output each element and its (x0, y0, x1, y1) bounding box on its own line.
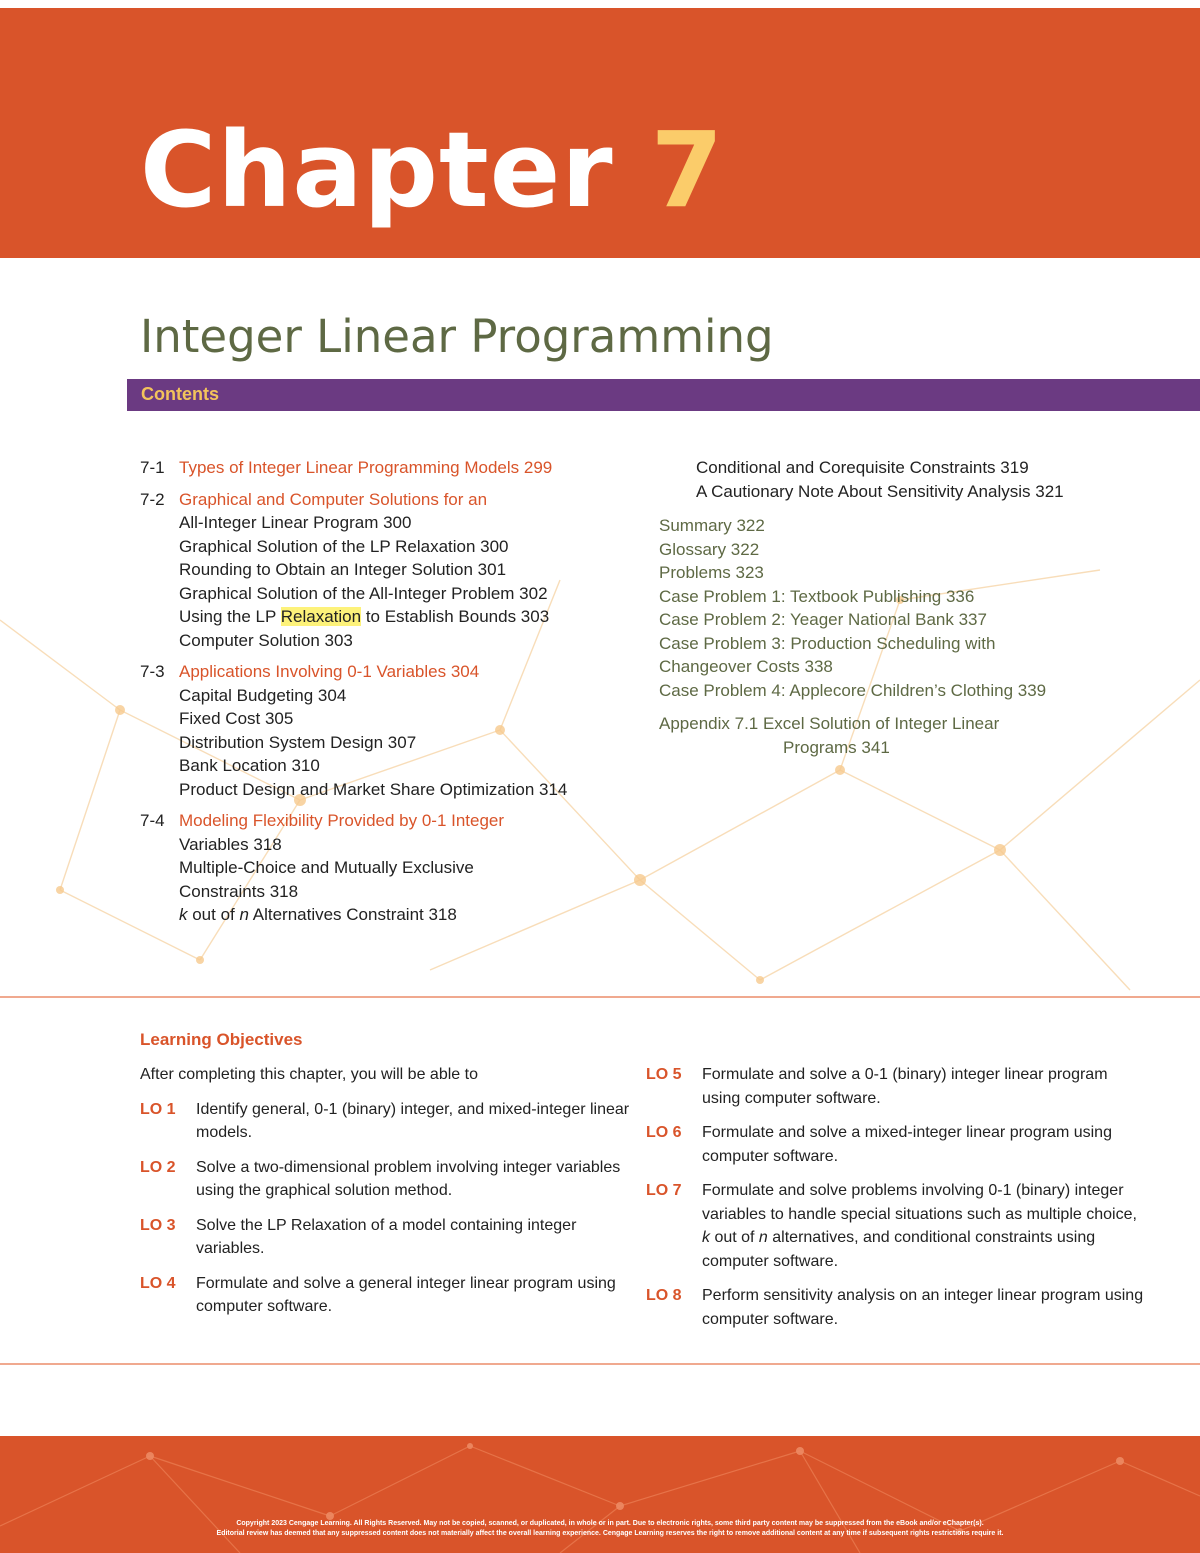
lo-code: LO 1 (140, 1100, 176, 1118)
lo-text: Solve the LP Relaxation of a model containing integer variables. (196, 1216, 577, 1257)
toc-section-heading[interactable] (140, 488, 630, 512)
toc-left-column (140, 456, 630, 935)
toc-section-heading[interactable] (140, 456, 630, 480)
lo-text: Solve a two-dimensional problem involving integer variables using the graphical solution method. (196, 1158, 621, 1199)
lo-text-part: Formulate and solve problems involving 0-1 (binary) integer variables to handle special situations such as multiple choice, (702, 1182, 1137, 1223)
lo-code: LO 2 (140, 1158, 176, 1176)
learning-objectives-heading: Learning Objectives (140, 1030, 303, 1049)
section-number: 7-1 (140, 458, 165, 477)
toc-summary[interactable]: Summary 322 (659, 516, 765, 535)
lo-text: Formulate and solve a general integer linear program using computer software. (196, 1274, 616, 1315)
lo-code: LO 7 (646, 1182, 682, 1199)
n-variable: n (758, 1229, 768, 1246)
toc-appendix[interactable] (659, 712, 1179, 759)
toc-subsection[interactable]: Graphical Solution of the All-Integer Problem 302 (179, 583, 548, 603)
section-number: 7-3 (140, 662, 165, 681)
toc-right-column (659, 456, 1179, 759)
learning-objectives-left (140, 1063, 630, 1330)
learning-objective (140, 1098, 630, 1145)
toc-glossary[interactable]: Glossary 322 (659, 539, 760, 559)
toc-case-problem-1[interactable]: Case Problem 1: Textbook Publishing 336 (659, 586, 975, 606)
toc-problems[interactable]: Problems 323 (659, 563, 764, 582)
toc-subsection[interactable]: Multiple-Choice and Mutually Exclusive (179, 858, 474, 877)
learning-objective (646, 1121, 1146, 1168)
appendix-line-continued: Programs 341 (783, 737, 890, 757)
learning-objectives-intro: After completing this chapter, you will be able to (140, 1066, 478, 1083)
toc-subsection[interactable]: Constraints 318 (179, 881, 299, 901)
toc-subsection[interactable]: Product Design and Market Share Optimization 314 (179, 779, 568, 799)
lo-text: Formulate and solve a mixed-integer linear program using computer software. (702, 1124, 1112, 1165)
copyright-notice (110, 1519, 1110, 1539)
copyright-line: Copyright 2023 Cengage Learning. All Rights Reserved. May not be copied, scanned, or duplicated, in whole or in part. Due to electronic rights, some third party content may be suppressed from the eBook and/or eChapter(s). (236, 1520, 984, 1527)
learning-objective (140, 1214, 630, 1261)
toc-section-heading[interactable] (140, 660, 630, 684)
lo-code: LO 3 (140, 1216, 176, 1234)
section-title: Types of Integer Linear Programming Models 299 (179, 458, 553, 477)
contents-bar (127, 379, 1200, 411)
toc-subsection[interactable]: Capital Budgeting 304 (179, 685, 347, 705)
contents-label: Contents (141, 384, 219, 404)
lo-text-part: out of (710, 1229, 759, 1246)
lo-code: LO 8 (646, 1287, 682, 1304)
toc-subsection[interactable]: Fixed Cost 305 (179, 709, 294, 728)
copyright-line: Editorial review has deemed that any suppressed content does not materially affect the overall learning experience. Cengage Learning reserves the right to remove additional content at any time if subsequent rights restrictions require it. (216, 1530, 1004, 1537)
chapter-heading (140, 109, 725, 231)
toc-section-7-1 (140, 456, 630, 480)
learning-objective (646, 1284, 1146, 1331)
learning-objective (646, 1063, 1146, 1110)
lo-text: Formulate and solve a 0-1 (binary) integer linear program using computer software. (702, 1066, 1108, 1107)
lo-code: LO 6 (646, 1124, 682, 1141)
section-number: 7-4 (140, 811, 165, 830)
section-title-continued[interactable]: Variables 318 (179, 834, 282, 854)
section-title-continued[interactable]: All-Integer Linear Program 300 (179, 513, 412, 532)
toc-case-problem-2[interactable]: Case Problem 2: Yeager National Bank 337 (659, 610, 987, 629)
learning-objectives-right (646, 1063, 1146, 1342)
divider-bottom (0, 1363, 1200, 1365)
subsection-text: out of (187, 905, 240, 924)
learning-objective (140, 1272, 630, 1319)
toc-case-problem-3[interactable]: Case Problem 3: Production Scheduling with (659, 633, 996, 653)
toc-case-problem-4[interactable]: Case Problem 4: Applecore Children’s Clothing 339 (659, 680, 1047, 700)
k-variable: k (702, 1229, 710, 1246)
lo-code: LO 5 (646, 1066, 682, 1083)
toc-subsection[interactable]: Bank Location 310 (179, 756, 320, 775)
section-title: Applications Involving 0-1 Variables 304 (179, 662, 480, 681)
appendix-line: Appendix 7.1 Excel Solution of Integer Linear (659, 714, 1000, 733)
toc-section-7-3 (140, 660, 630, 801)
lo-text (702, 1179, 1146, 1273)
toc-section-7-2 (140, 488, 630, 653)
divider-top (0, 996, 1200, 998)
n-variable: n (239, 905, 249, 924)
toc-subsection[interactable]: Graphical Solution of the LP Relaxation 300 (179, 536, 509, 556)
chapter-word: Chapter (140, 109, 614, 231)
subsection-text: to Establish Bounds 303 (361, 607, 550, 626)
section-number: 7-2 (140, 489, 165, 509)
toc-subsection[interactable]: A Cautionary Note About Sensitivity Analysis 321 (696, 481, 1064, 501)
lo-text-part: alternatives, and conditional constraints using computer software. (702, 1229, 1096, 1270)
lo-text: Perform sensitivity analysis on an integer linear program using computer software. (702, 1287, 1144, 1328)
section-title: Modeling Flexibility Provided by 0-1 Integer (179, 811, 505, 830)
toc-subsection-k-of-n[interactable] (140, 903, 630, 927)
highlighted-word: Relaxation (280, 607, 362, 626)
toc-subsection[interactable]: Conditional and Corequisite Constraints 319 (696, 458, 1029, 477)
learning-objective (140, 1156, 630, 1203)
learning-objective (646, 1179, 1146, 1273)
toc-subsection-highlighted[interactable] (140, 605, 630, 629)
k-variable: k (179, 905, 188, 924)
subsection-text: Alternatives Constraint 318 (248, 905, 457, 924)
section-title: Graphical and Computer Solutions for an (179, 489, 488, 509)
toc-subsection[interactable]: Computer Solution 303 (179, 630, 353, 650)
toc-case-problem-3-continued[interactable]: Changeover Costs 338 (659, 657, 833, 676)
chapter-title: Integer Linear Programming (140, 310, 774, 363)
subsection-text: Using the LP (179, 607, 281, 626)
toc-subsection[interactable]: Distribution System Design 307 (179, 732, 417, 752)
chapter-number: 7 (650, 109, 725, 231)
lo-code: LO 4 (140, 1274, 176, 1292)
toc-section-7-4 (140, 809, 630, 927)
toc-section-heading[interactable] (140, 809, 630, 833)
lo-text: Identify general, 0-1 (binary) integer, and mixed-integer linear models. (196, 1100, 630, 1141)
toc-subsection[interactable]: Rounding to Obtain an Integer Solution 301 (179, 560, 507, 579)
